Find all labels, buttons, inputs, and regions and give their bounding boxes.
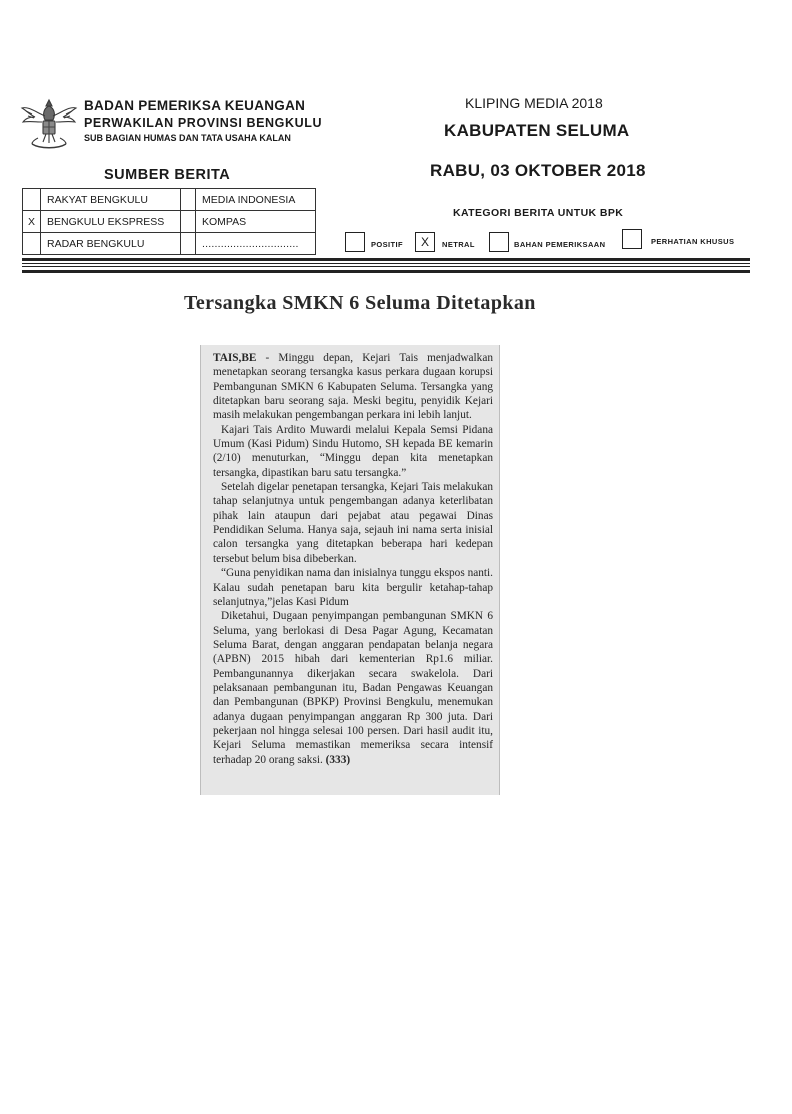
source-name: KOMPAS	[196, 211, 316, 233]
source-mark	[23, 233, 41, 255]
org-subtitle: PERWAKILAN PROVINSI BENGKULU	[84, 116, 323, 130]
region-title: KABUPATEN SELUMA	[444, 121, 630, 140]
category-checkbox-netral[interactable]: X	[415, 232, 435, 252]
source-name: RAKYAT BENGKULU	[41, 189, 181, 211]
clipping-date: RABU, 03 OKTOBER 2018	[430, 161, 646, 180]
org-name: BADAN PEMERIKSA KEUANGAN	[84, 98, 306, 113]
sources-title: SUMBER BERITA	[104, 167, 231, 183]
category-label: NETRAL	[442, 240, 475, 249]
header-divider	[22, 266, 750, 267]
header-divider	[22, 258, 750, 261]
category-checkbox-positif[interactable]	[345, 232, 365, 252]
source-name: BENGKULU EKSPRESS	[41, 211, 181, 233]
table-row	[23, 233, 316, 255]
article-body	[213, 351, 493, 767]
source-name: RADAR BENGKULU	[41, 233, 181, 255]
article-paragraph: Setelah digelar penetapan tersangka, Kejari Tais melakukan tahap selanjutnya untuk pengembangan adanya keterlibatan pihak lain ataupun dari pejabat atau pegawai Dinas Pendidikan Seluma. Hanya saja, sejauh ini nama serta inisial calon tersangka yang ditetapkan beberapa hari kedepan tersebut belum bisa dibeberkan.	[213, 481, 493, 565]
category-label: POSITIF	[371, 240, 403, 249]
article-clipping	[200, 345, 500, 795]
category-title: KATEGORI BERITA UNTUK BPK	[453, 207, 624, 219]
table-row	[23, 189, 316, 211]
garuda-emblem-icon	[18, 94, 80, 154]
dateline: TAIS,BE	[213, 352, 257, 364]
header-divider	[22, 263, 750, 264]
category-label: PERHATIAN KHUSUS	[651, 237, 735, 246]
kliping-title: KLIPING MEDIA 2018	[465, 95, 603, 111]
source-mark	[181, 211, 196, 233]
source-name: MEDIA INDONESIA	[196, 189, 316, 211]
article-paragraph: Kajari Tais Ardito Muwardi melalui Kepala Semsi Pidana Umum (Kasi Pidum) Sindu Hutomo, SH kepada BE kemarin (2/10) menuturkan, “Minggu depan kita menetapkan tersangka, dipastikan baru satu tersangka.”	[213, 423, 493, 479]
article-headline: Tersangka SMKN 6 Seluma Ditetapkan	[184, 292, 536, 314]
article-paragraph: TAIS,BE - Minggu depan, Kejari Tais menjadwalkan menetapkan seorang tersangka kasus perkara dugaan korupsi Pembangunan SMKN 6 Kabupaten Seluma. Tersangka yang ditetapkan baru seorang saja. Meski begitu, penyidik Kejari masih melakukan pengembangan perkara ini lebih lanjut.	[213, 352, 493, 422]
source-mark	[181, 233, 196, 255]
category-checkbox-bahan-pemeriksaan[interactable]	[489, 232, 509, 252]
org-division: SUB BAGIAN HUMAS DAN TATA USAHA KALAN	[84, 133, 291, 143]
category-checkbox-perhatian-khusus[interactable]	[622, 229, 642, 249]
category-label: BAHAN PEMERIKSAAN	[514, 240, 606, 249]
header-divider	[22, 270, 750, 273]
sources-table	[22, 188, 316, 255]
author-code: (333)	[325, 753, 351, 766]
article-paragraph: “Guna penyidikan nama dan inisialnya tunggu ekspos nanti. Kalau sudah penetapan baru kita bergulir ketahap-tahap selanjutnya,”jelas Kasi Pidum	[213, 567, 493, 608]
source-name: ...............................	[196, 233, 316, 255]
table-row	[23, 211, 316, 233]
source-mark	[23, 189, 41, 211]
article-paragraph: Diketahui, Dugaan penyimpangan pembangunan SMKN 6 Seluma, yang berlokasi di Desa Pagar Agung, Kecamatan Seluma Barat, dengan anggaran pendapatan belanja negara (APBN) 2015 hibah dari kementerian Rp1.6 miliar. Pembangunannya dikerjakan secara swakelola. Dari pelaksanaan pembangunan itu, Badan Pengawas Keuangan dan Pembangunan (BPKP) Provinsi Bengkulu, menemukan adanya dugaan penyimpangan anggaran Rp 300 juta. Dari pekerjaan nol hingga selesai 100 persen. Dari hasil audit itu, Kejari Seluma memastikan memeriksa secara intensif terhadap 20 orang saksi. (333)	[213, 610, 493, 766]
source-mark: X	[23, 211, 41, 233]
source-mark	[181, 189, 196, 211]
